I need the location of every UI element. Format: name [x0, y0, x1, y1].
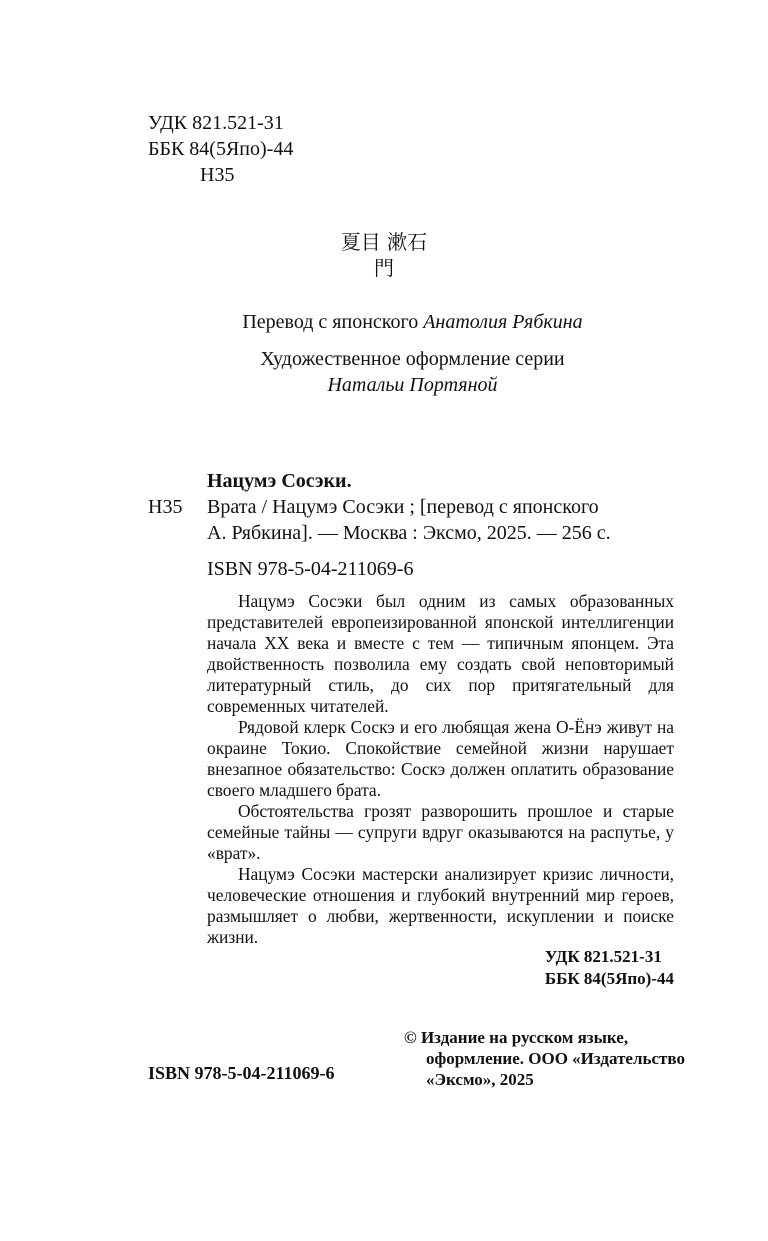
copyright-line: оформление. ООО «Издательство: [426, 1049, 685, 1068]
entry-isbn: ISBN 978-5-04-211069-6: [207, 558, 414, 580]
copyright-notice: [404, 1027, 685, 1090]
classification-codes-bottom: [545, 946, 674, 990]
copyright-line: «Эксмо», 2025: [426, 1070, 534, 1089]
udk-code: УДК 821.521-31: [148, 112, 284, 134]
author-mark: Н35: [200, 164, 235, 186]
original-author-japanese: 夏目 漱石: [340, 230, 428, 254]
entry-title-line-2: А. Рябкина]. — Москва : Эксмо, 2025. — 256 с.: [207, 522, 611, 544]
isbn-bottom: ISBN 978-5-04-211069-6: [148, 1063, 335, 1083]
annotation: [207, 591, 674, 948]
annotation-paragraph: Обстоятельства грозят разворошить прошлое и старые семейные тайны — супруги вдруг оказываются на распутье, у «врат».: [207, 801, 674, 863]
annotation-paragraph: Нацумэ Сосэки был одним из самых образованных представителей европеизированной японской интеллигенции начала XX века и вместе с тем — типичным японцем. Эта двойственность позволила ему создать свой неповторимый литературный стиль, до сих пор притягательный для современных читателей.: [207, 591, 674, 716]
translation-credit: [0, 309, 768, 335]
translation-prefix: Перевод с японского: [242, 311, 419, 333]
original-title-japanese: 門: [374, 256, 394, 280]
entry-code: Н35: [148, 496, 183, 518]
designer-name: Натальи Портяной: [327, 374, 498, 396]
entry-title-line-1: Врата / Нацумэ Сосэки ; [перевод с японского: [207, 496, 599, 518]
udk-code-bottom: УДК 821.521-31: [544, 947, 662, 966]
translator-name: Анатолия Рябкина: [423, 311, 583, 333]
bbk-code: ББК 84(5Япо)-44: [148, 138, 294, 160]
classification-codes-top: [148, 110, 293, 188]
annotation-paragraph: Нацумэ Сосэки мастерски анализирует кризис личности, человеческие отношения и глубокий внутренний мир героев, размышляет о любви, жертвенности, искуплении и поиске жизни.: [207, 864, 674, 947]
bbk-code-bottom: ББК 84(5Япо)-44: [544, 969, 674, 988]
design-credit-label: Художественное оформление серии: [260, 348, 565, 370]
entry-author: Нацумэ Сосэки.: [207, 470, 352, 492]
annotation-paragraph: Рядовой клерк Соскэ и его любящая жена О-Ёнэ живут на окраине Токио. Спокойствие семейной жизни нарушает внезапное обязательство: Соскэ должен оплатить образование своего младшего брата.: [207, 717, 674, 800]
copyright-line: © Издание на русском языке,: [404, 1028, 629, 1047]
